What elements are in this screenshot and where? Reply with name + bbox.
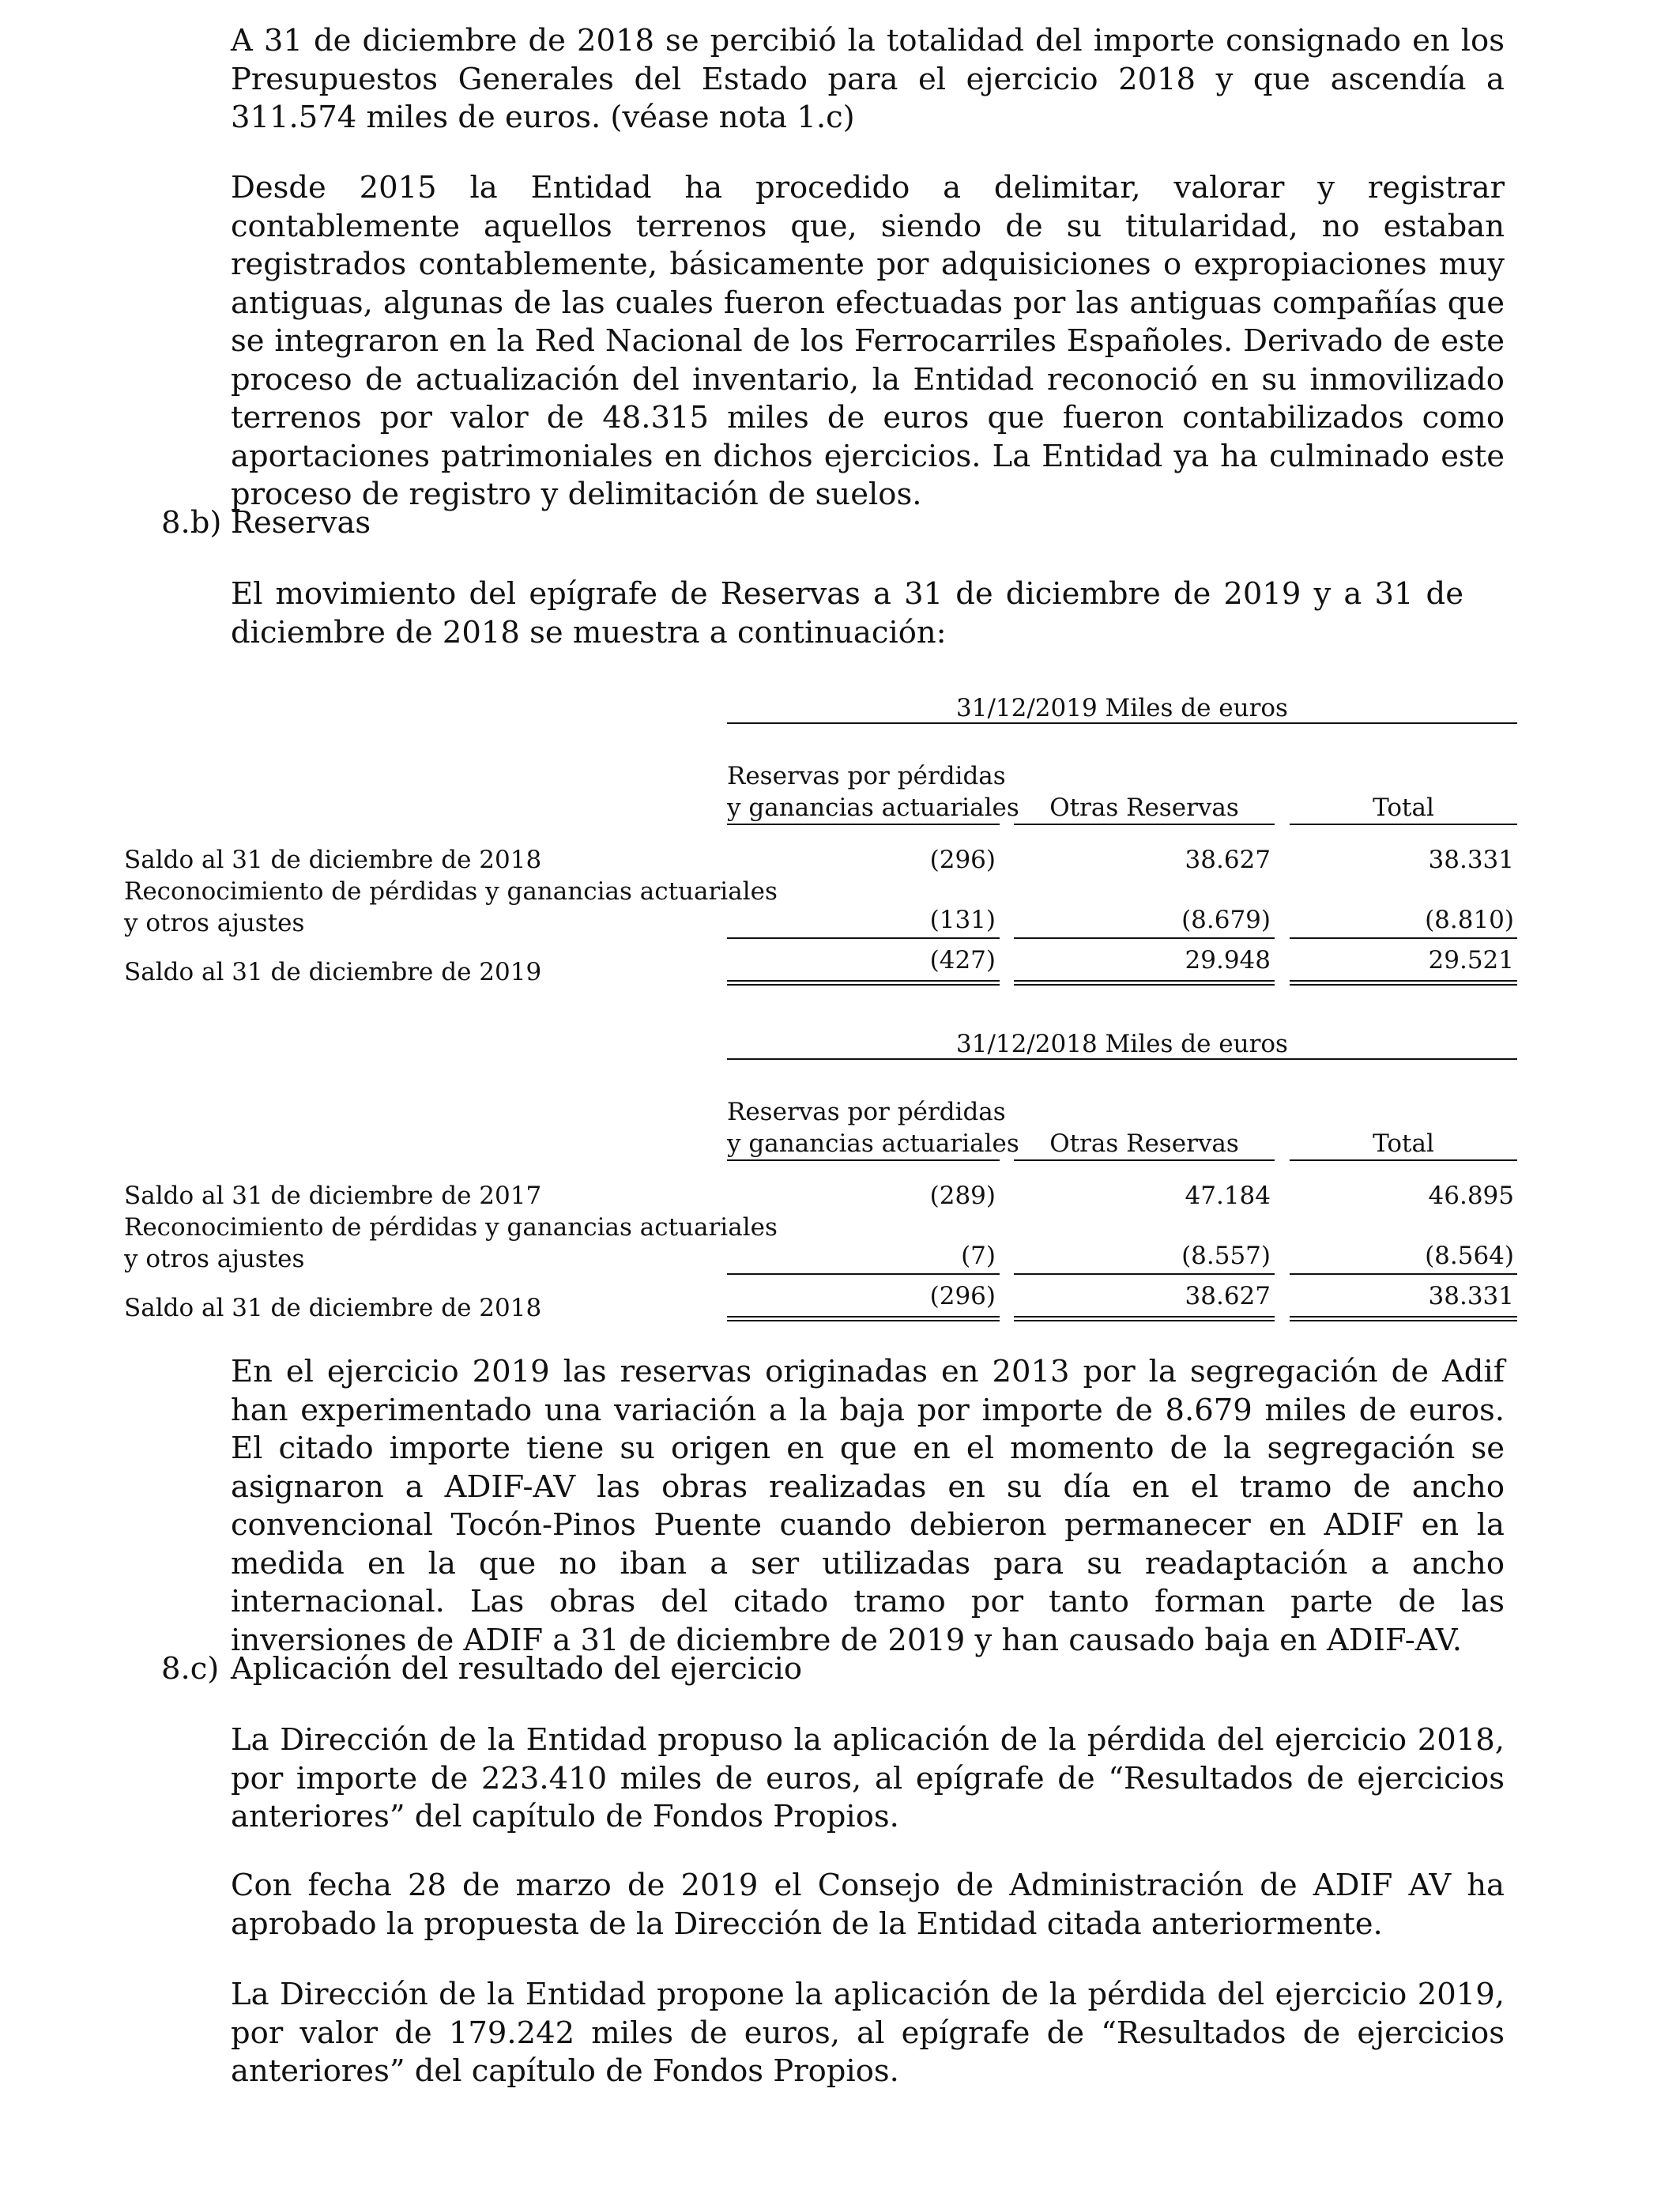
column-header-otras-reservas: Otras Reservas [1049, 1129, 1239, 1158]
cell-value: 38.331 [1428, 1282, 1514, 1310]
paragraph-aplicacion-2018: La Dirección de la Entidad propuso la aplicación de la pérdida del ejercicio 2018, por importe de 223.410 miles de euros, al epígrafe de “Resultados de ejercicios anteriores” del capítulo de Fondos Propios. [231, 1722, 1505, 1834]
cell-value: 38.627 [1185, 1282, 1271, 1310]
row-label: Saldo al 31 de diciembre de 2018 [124, 1294, 542, 1322]
section-number: 8.c) [161, 1651, 220, 1687]
column-header-actuariales-line1: Reservas por pérdidas [727, 1098, 1006, 1126]
cell-value: (427) [929, 946, 996, 974]
section-heading-8c [161, 1650, 802, 1689]
cell-value: (296) [929, 846, 996, 874]
cell-value: (8.810) [1425, 906, 1514, 934]
row-label: Saldo al 31 de diciembre de 2019 [124, 958, 542, 986]
header-rule [727, 824, 1000, 825]
subtotal-rule [1290, 1273, 1517, 1275]
row-label: Reconocimiento de pérdidas y ganancias actuariales [124, 877, 778, 906]
cell-value: (296) [929, 1282, 996, 1310]
title-rule [727, 1058, 1517, 1060]
row-label: Reconocimiento de pérdidas y ganancias actuariales [124, 1213, 778, 1242]
header-rule [727, 1159, 1000, 1161]
paragraph-terrenos: Desde 2015 la Entidad ha procedido a delimitar, valorar y registrar contablemente aquellos terrenos que, siendo de su titularidad, no estaban registrados contablemente, básicamente por adquisiciones o expropiaciones muy antiguas, algunas de las cuales fueron efectuadas por las antiguas compañías que se integraron en la Red Nacional de los Ferrocarriles Españoles. Derivado de este proceso de actualización del inventario, la Entidad reconoció en su inmovilizado terrenos por valor de 48.315 miles de euros que fueron contabilizados como aportaciones patrimoniales en dichos ejercicios. La Entidad ya ha culminado este proceso de registro y delimitación de suelos. [231, 170, 1505, 512]
total-double-rule [1014, 1316, 1275, 1321]
cell-value: (7) [961, 1242, 996, 1270]
header-rule [1290, 824, 1517, 825]
header-rule [1290, 1159, 1517, 1161]
subtotal-rule [727, 937, 1000, 939]
cell-value: 38.331 [1428, 846, 1514, 874]
row-label: Saldo al 31 de diciembre de 2018 [124, 846, 542, 874]
header-rule [1014, 824, 1275, 825]
subtotal-rule [1014, 1273, 1275, 1275]
cell-value: (8.679) [1181, 906, 1271, 934]
cell-value: 29.948 [1185, 946, 1271, 974]
cell-value: (289) [929, 1182, 996, 1210]
cell-value: 38.627 [1185, 846, 1271, 874]
cell-value: 29.521 [1428, 946, 1514, 974]
column-header-actuariales-line2: y ganancias actuariales [727, 1129, 1019, 1158]
subtotal-rule [1290, 937, 1517, 939]
section-heading-8b [161, 504, 371, 543]
total-double-rule [1014, 980, 1275, 986]
cell-value: (8.564) [1425, 1242, 1514, 1270]
subtotal-rule [727, 1273, 1000, 1275]
paragraph-aplicacion-2019: La Dirección de la Entidad propone la aplicación de la pérdida del ejercicio 2019, por valor de 179.242 miles de euros, al epígrafe de “Resultados de ejercicios anteriores” del capítulo de Fondos Propios. [231, 1977, 1505, 2089]
total-double-rule [1290, 980, 1517, 986]
column-header-actuariales-line2: y ganancias actuariales [727, 794, 1019, 822]
section-title: Aplicación del resultado del ejercicio [231, 1651, 803, 1687]
row-label: Saldo al 31 de diciembre de 2017 [124, 1182, 542, 1210]
section-number: 8.b) [161, 505, 222, 541]
cell-value: (131) [929, 906, 996, 934]
subtotal-rule [1014, 937, 1275, 939]
table-title: 31/12/2018 Miles de euros [956, 1030, 1288, 1058]
title-rule [727, 722, 1517, 724]
row-label: y otros ajustes [124, 909, 305, 937]
column-header-actuariales-line1: Reservas por pérdidas [727, 762, 1006, 790]
paragraph-segregacion-adif: En el ejercicio 2019 las reservas originadas en 2013 por la segregación de Adif han experimentado una variación a la baja por importe de 8.679 miles de euros. El citado importe tiene su origen en que en el momento de la segregación se asignaron a ADIF-AV las obras realizadas en su día en el tramo de ancho convencional Tocón-Pinos Puente cuando debieron permanecer en ADIF en la medida en la que no iban a ser utilizadas para su readaptación a ancho internacional. Las obras del citado tramo por tanto forman parte de las inversiones de ADIF a 31 de diciembre de 2019 y han causado baja en ADIF-AV. [231, 1354, 1505, 1658]
cell-value: 47.184 [1185, 1182, 1271, 1210]
cell-value: 46.895 [1428, 1182, 1514, 1210]
cell-value: (8.557) [1181, 1242, 1271, 1270]
section-title: Reservas [231, 505, 371, 541]
column-header-total: Total [1373, 794, 1434, 822]
paragraph-movimiento-reservas: El movimiento del epígrafe de Reservas a 31 de diciembre de 2019 y a 31 de diciembre de 2018 se muestra a continuación: [231, 576, 1463, 650]
column-header-otras-reservas: Otras Reservas [1049, 794, 1239, 822]
total-double-rule [727, 980, 1000, 986]
total-double-rule [727, 1316, 1000, 1321]
column-header-total: Total [1373, 1129, 1434, 1158]
header-rule [1014, 1159, 1275, 1161]
paragraph-presupuestos: A 31 de diciembre de 2018 se percibió la totalidad del importe consignado en los Presupuestos Generales del Estado para el ejercicio 2018 y que ascendía a 311.574 miles de euros. (véase nota 1.c) [231, 23, 1505, 135]
table-title: 31/12/2019 Miles de euros [956, 694, 1288, 722]
total-double-rule [1290, 1316, 1517, 1321]
paragraph-consejo-aprobacion: Con fecha 28 de marzo de 2019 el Consejo de Administración de ADIF AV ha aprobado la propuesta de la Dirección de la Entidad citada anteriormente. [231, 1868, 1505, 1942]
row-label: y otros ajustes [124, 1245, 305, 1273]
